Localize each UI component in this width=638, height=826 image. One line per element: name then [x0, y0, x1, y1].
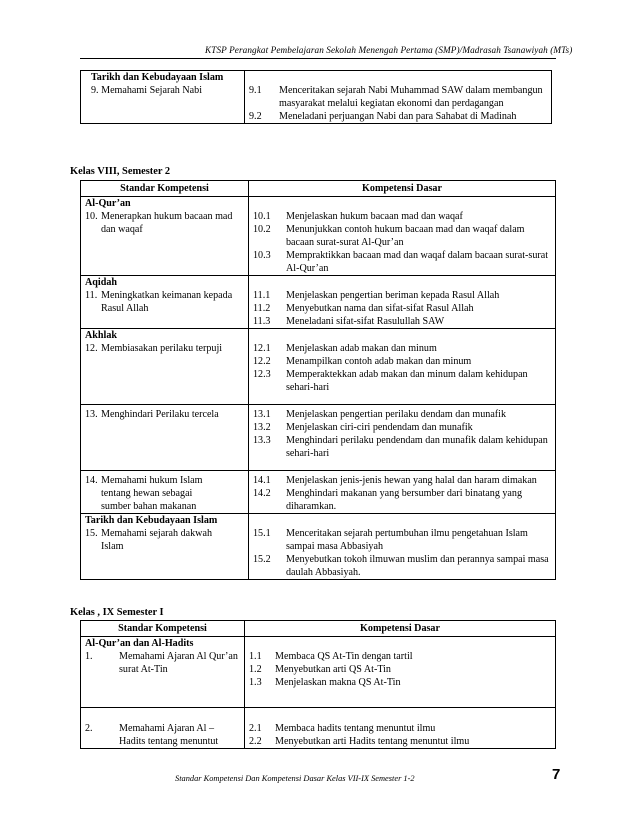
category-label: Al-Qur’an dan Al-Hadits — [85, 638, 194, 649]
kd-item: 12.2 Menampilkan contoh adab makan dan minum — [253, 356, 472, 367]
sk-text: Memahami Ajaran Al – Hadits tentang menuntut — [119, 723, 219, 747]
col-header-sk: Standar Kompetensi — [81, 181, 249, 197]
table-row: 13. Menghindari Perilaku tercela 13.1 Menjelaskan pengertian perilaku dendam dan munafik 13.2 Menjelaskan ciri-ciri pendendam dan munafik 13.3 Menghindari perilaku pendendam dan munafik dalam kehidupan sehari-hari — [81, 405, 556, 471]
category-label: Tarikh dan Kebudayaan Islam — [91, 72, 224, 83]
col-header-sk: Standar Kompetensi — [81, 621, 245, 637]
kd-item: 9.1 Menceritakan sejarah Nabi Muhammad SAW dalam membangun masyarakat melalui kegiatan ekonomi dan perdagangan — [249, 85, 543, 109]
kd-item: 1.1 Membaca QS At-Tin dengan tartil — [249, 651, 413, 662]
table-row: Tarikh dan Kebudayaan Islam 15. Memahami sejarah dakwah Islam 15.1 Menceritakan sejarah pertumbuhan ilmu pengetahuan Islam sampai masa Abbasiyah 15.2 Menyebutkan tokoh ilmuwan muslim dan perannya sampai masa daulah Abbasiyah. — [81, 514, 556, 580]
kd-item: 10.3 Mempraktikkan bacaan mad dan waqaf dalam bacaan surat-surat Al-Qur’an — [253, 250, 549, 274]
table-row: Al-Qur’an 10. Menerapkan hukum bacaan mad dan waqaf 10.1 Menjelaskan hukum bacaan mad dan waqaf 10.2 Menunjukkan contoh hukum bacaan mad dan waqaf dalam bacaan surat-surat Al-Qur’an 10.3 Mempraktikkan bacaan mad dan waqaf dalam bacaan surat-surat Al-Qur’an — [81, 197, 556, 276]
kd-item: 14.2 Menghindari makanan yang bersumber dari binatang yang diharamkan. — [253, 488, 523, 512]
section-title-kelas-ix: Kelas , IX Semester I — [70, 607, 164, 618]
kd-item: 11.3 Meneladani sifat-sifat Rasulullah SAW — [253, 316, 445, 327]
kd-item: 15.1 Menceritakan sejarah pertumbuhan ilmu pengetahuan Islam sampai masa Abbasiyah — [253, 528, 528, 552]
kd-item: 14.1 Menjelaskan jenis-jenis hewan yang halal dan haram dimakan — [253, 475, 537, 486]
sk-text: Memahami hukum Islam tentang hewan sebagai sumber bahan makanan — [101, 475, 203, 512]
kd-item: 11.2 Menyebutkan nama dan sifat-sifat Rasul Allah — [253, 303, 474, 314]
kd-item: 13.1 Menjelaskan pengertian perilaku dendam dan munafik — [253, 409, 507, 420]
kd-item: 10.1 Menjelaskan hukum bacaan mad dan waqaf — [253, 211, 463, 222]
kd-item: 9.2 Meneladani perjuangan Nabi dan para Sahabat di Madinah — [249, 111, 517, 122]
table-row: Aqidah 11. Meningkatkan keimanan kepada Rasul Allah 11.1 Menjelaskan pengertian beriman kepada Rasul Allah 11.2 Menyebutkan nama dan sifat-sifat Rasul Allah 11.3 Meneladani sifat-sifat Rasulullah SAW — [81, 276, 556, 329]
kd-item: 12.3 Memperaktekkan adab makan dan minum dalam kehidupan sehari-hari — [253, 369, 528, 393]
col-header-kd: Kompetensi Dasar — [249, 181, 556, 197]
sk-text: 9. Memahami Sejarah Nabi — [91, 85, 202, 96]
category-label: Akhlak — [85, 330, 117, 341]
table-row: Akhlak 12. Membiasakan perilaku terpuji 12.1 Menjelaskan adab makan dan minum 12.2 Menampilkan contoh adab makan dan minum 12.3 Memperaktekkan adab makan dan minum dalam kehidupan sehari-hari — [81, 329, 556, 405]
table-header-row — [81, 181, 556, 197]
kd-item: 12.1 Menjelaskan adab makan dan minum — [253, 343, 437, 354]
sk-text: Meningkatkan keimanan kepada Rasul Allah — [101, 290, 233, 314]
kd-item: 10.2 Menunjukkan contoh hukum bacaan mad dan waqaf dalam bacaan surat-surat Al-Qur’an — [253, 224, 525, 248]
page-header: KTSP Perangkat Pembelajaran Sekolah Menengah Pertama (SMP)/Madrasah Tsanawiyah (MTs) — [205, 45, 573, 55]
kd-item: 2.1 Membaca hadits tentang menuntut ilmu — [249, 723, 436, 734]
sk-text: Menghindari Perilaku tercela — [101, 409, 219, 420]
page-footer: Standar Kompetensi Dan Kompetensi Dasar Kelas VII-IX Semester 1-2 — [175, 774, 415, 783]
table-row: Al-Qur’an dan Al-Hadits 1. Memahami Ajaran Al Qur’an surat At-Tin 1.1 Membaca QS At-Tin dengan tartil 1.2 Menyebutkan arti QS At-Tin 1.3 Menjelaskan makna QS At-Tin — [81, 637, 556, 708]
header-divider — [80, 58, 556, 59]
category-label: Tarikh dan Kebudayaan Islam — [85, 515, 218, 526]
kd-item: 15.2 Menyebutkan tokoh ilmuwan muslim dan perannya sampai masa daulah Abbasiyah. — [253, 554, 549, 578]
kelas-viii-table — [80, 180, 556, 580]
sk-text: Menerapkan hukum bacaan mad dan waqaf — [101, 211, 233, 235]
section-title-kelas-viii: Kelas VIII, Semester 2 — [70, 166, 171, 177]
kd-item: 13.3 Menghindari perilaku pendendam dan munafik dalam kehidupan sehari-hari — [253, 435, 548, 459]
category-label: Aqidah — [85, 277, 117, 288]
kd-item: 1.3 Menjelaskan makna QS At-Tin — [249, 677, 401, 688]
sk-text: Memahami sejarah dakwah Islam — [101, 528, 212, 552]
kd-item: 11.1 Menjelaskan pengertian beriman kepada Rasul Allah — [253, 290, 500, 301]
top-table — [80, 70, 552, 124]
sk-text: Membiasakan perilaku terpuji — [101, 343, 223, 354]
page-number: 7 — [552, 766, 561, 783]
table-header-row — [81, 621, 556, 637]
table-row: 2. Memahami Ajaran Al – Hadits tentang menuntut 2.1 Membaca hadits tentang menuntut ilmu 2.2 Menyebutkan arti Hadits tentang menuntut ilmu — [81, 708, 556, 749]
table-row — [81, 71, 552, 124]
col-header-kd: Kompetensi Dasar — [245, 621, 556, 637]
kd-item: 1.2 Menyebutkan arti QS At-Tin — [249, 664, 391, 675]
kd-item: 2.2 Menyebutkan arti Hadits tentang menuntut ilmu — [249, 736, 470, 747]
kelas-ix-table — [80, 620, 556, 749]
sk-text: Memahami Ajaran Al Qur’an surat At-Tin — [119, 651, 238, 675]
category-label: Al-Qur’an — [85, 198, 131, 209]
kd-item: 13.2 Menjelaskan ciri-ciri pendendam dan munafik — [253, 422, 473, 433]
table-row: 14. Memahami hukum Islam tentang hewan sebagai sumber bahan makanan 14.1 Menjelaskan jenis-jenis hewan yang halal dan haram dimakan 14.2 Menghindari makanan yang bersumber dari binatang yang diharamkan. — [81, 471, 556, 514]
